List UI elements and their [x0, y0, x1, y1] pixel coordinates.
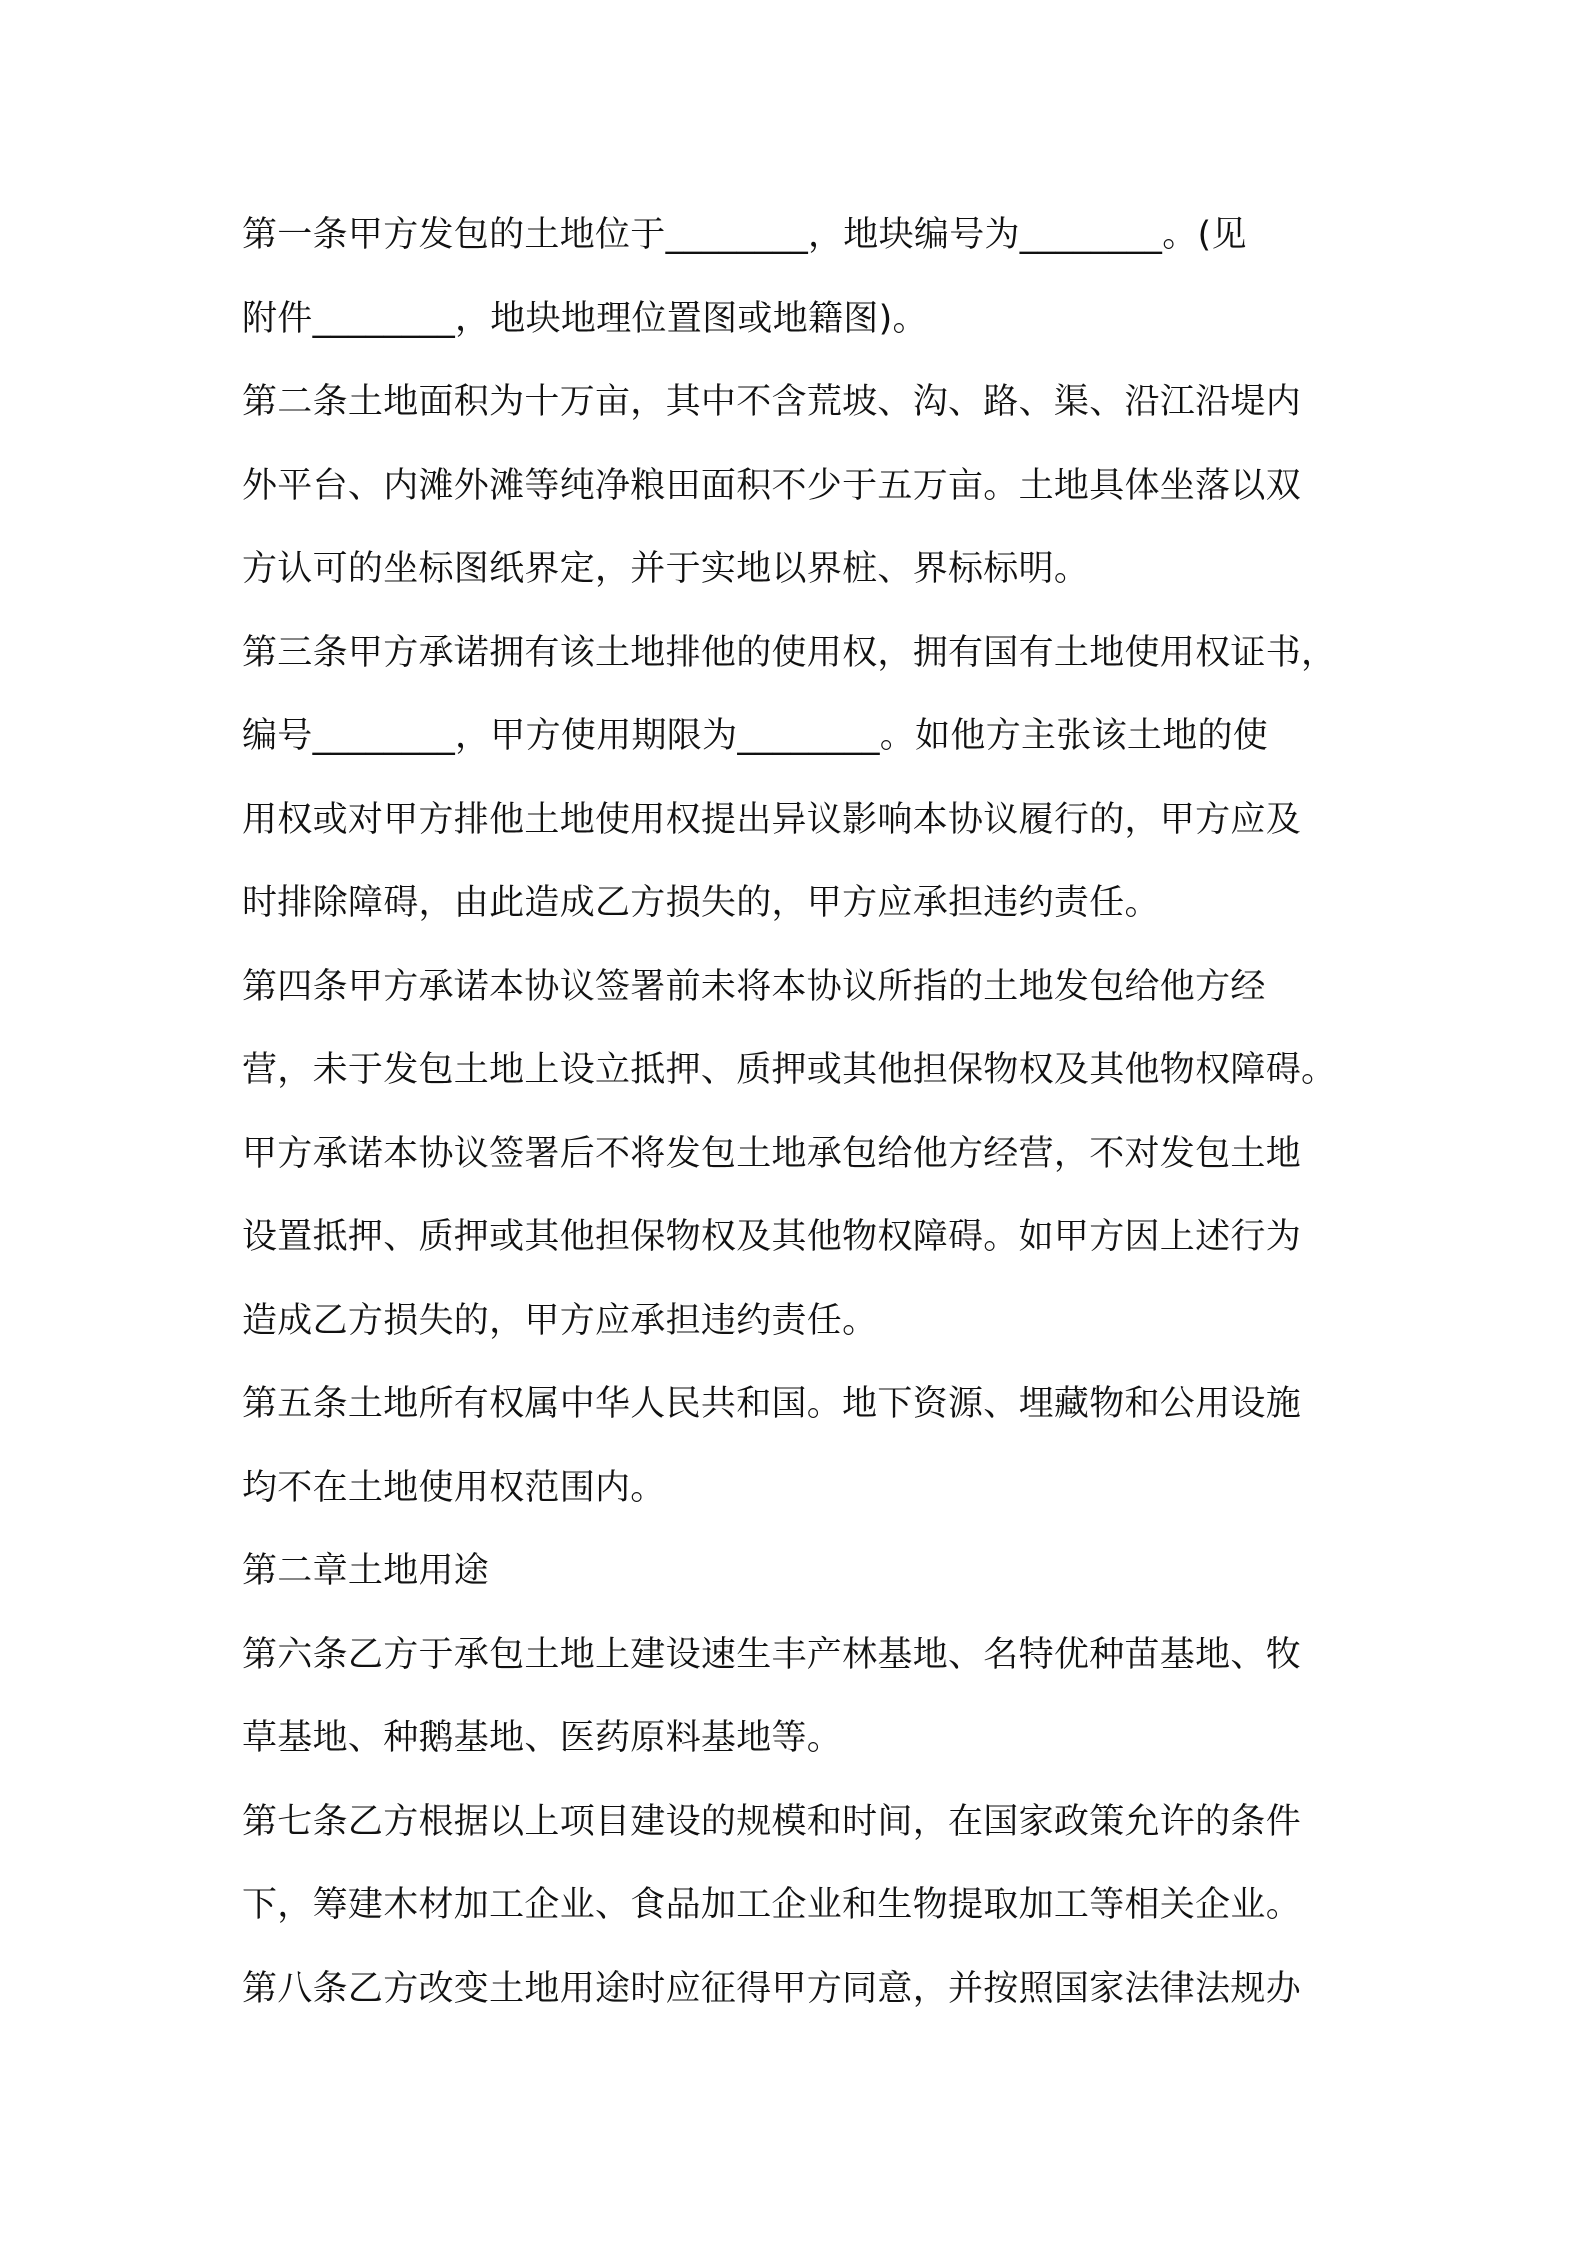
text-line: 甲方承诺本协议签署后不将发包土地承包给他方经营，不对发包土地: [242, 1133, 1302, 1174]
text-line: 第七条乙方根据以上项目建设的规模和时间，在国家政策允许的条件: [242, 1801, 1302, 1842]
text-line: 第三条甲方承诺拥有该土地排他的使用权，拥有国有土地使用权证书，: [242, 632, 1337, 673]
text-line: 方认可的坐标图纸界定，并于实地以界桩、界标标明。: [242, 549, 1090, 589]
document-body: [242, 194, 1362, 2031]
text-line: 均不在土地使用权范围内。: [242, 1467, 666, 1508]
text-line: 第二条土地面积为十万亩，其中不含荒坡、沟、路、渠、沿江沿堤内: [242, 382, 1302, 422]
text-line: 草基地、种鹅基地、医药原料基地等。: [242, 1718, 843, 1758]
chapter-heading: 第二章土地用途: [242, 1551, 490, 1591]
text-line: 外平台、内滩外滩等纯净粮田面积不少于五万亩。土地具体坐落以双: [242, 465, 1302, 506]
text-line: 设置抵押、质押或其他担保物权及其他物权障碍。如甲方因上述行为: [242, 1217, 1302, 1257]
text-line: 造成乙方损失的，甲方应承担违约责任。: [242, 1300, 878, 1341]
text-line: 下，筹建木材加工企业、食品加工企业和生物提取加工等相关企业。: [242, 1885, 1302, 1925]
text-line: 第四条甲方承诺本协议签署前未将本协议所指的土地发包给他方经: [242, 966, 1266, 1007]
text-line: 用权或对甲方排他土地使用权提出异议影响本协议履行的，甲方应及: [242, 799, 1302, 840]
text-line: 第五条土地所有权属中华人民共和国。地下资源、埋藏物和公用设施: [242, 1384, 1302, 1424]
text-line: 第八条乙方改变土地用途时应征得甲方同意，并按照国家法律法规办: [242, 1968, 1302, 2009]
text-line: 附件________，地块地理位置图或地籍图)。: [242, 298, 928, 339]
text-line: 第一条甲方发包的土地位于________，地块编号为________。(见: [242, 215, 1247, 255]
text-line: 编号________，甲方使用期限为________。如他方主张该土地的使: [242, 716, 1269, 756]
text-line: 营，未于发包土地上设立抵押、质押或其他担保物权及其他物权障碍。: [242, 1050, 1337, 1090]
text-line: 第六条乙方于承包土地上建设速生丰产林基地、名特优种苗基地、牧: [242, 1634, 1302, 1675]
text-line: 时排除障碍，由此造成乙方损失的，甲方应承担违约责任。: [242, 883, 1160, 923]
